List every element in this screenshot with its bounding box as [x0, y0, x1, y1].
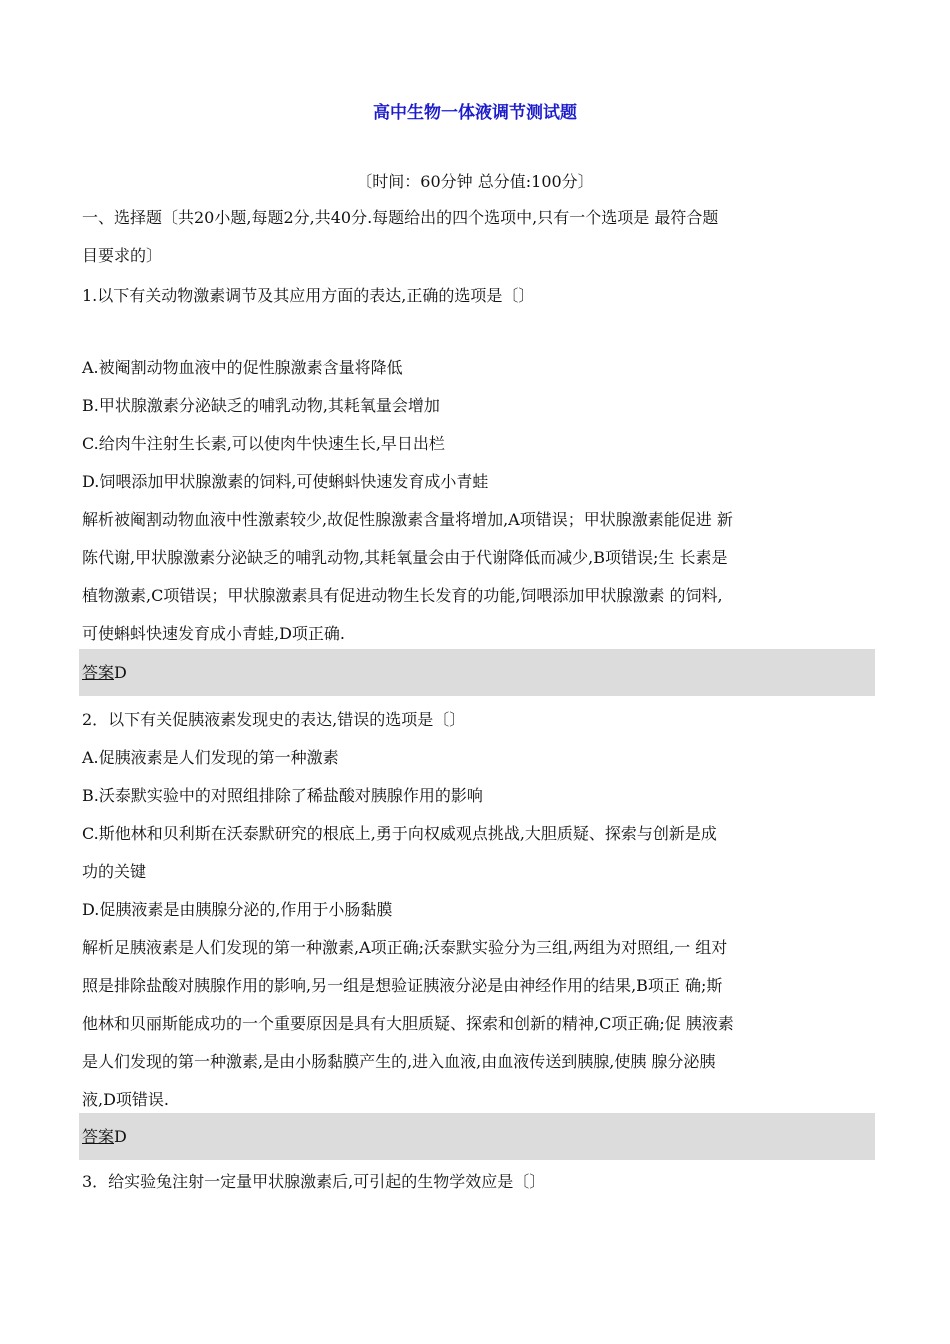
answer-line [82, 1113, 127, 1160]
question-stem: 1.以下有关动物激素调节及其应用方面的表达,正确的选项是〔〕 [82, 286, 535, 305]
document-title: 高中生物一体液调节测试题 [373, 103, 577, 123]
answer-bar [79, 1113, 875, 1160]
analysis-line: 解析被阉割动物血液中性激素较少,故促性腺激素含量将增加,A项错误；甲状腺激素能促进 新 [82, 510, 733, 529]
answer-label: 答案 [82, 663, 115, 682]
analysis-line: 照是排除盐酸对胰腺作用的影响,另一组是想验证胰液分泌是由神经作用的结果,B项正 确;斯 [82, 976, 723, 995]
analysis-line: 可使蝌蚪快速发育成小青蛙,D项正确. [82, 624, 346, 643]
analysis-line: 陈代谢,甲状腺激素分泌缺乏的哺乳动物,其耗氧量会由于代谢降低而减少,B项错误;生 长素是 [82, 548, 728, 567]
question-2-body [82, 701, 875, 1119]
question-stem: 3．给实验兔注射一定量甲状腺激素后,可引起的生物学效应是〔〕 [82, 1172, 546, 1191]
analysis-line: 他林和贝丽斯能成功的一个重要原因是具有大胆质疑、探索和创新的精神,C项正确;促 胰液素 [82, 1014, 734, 1033]
option-a: A.被阉割动物血液中的促性腺激素含量将降低 [82, 358, 403, 377]
analysis-line: 液,D项错误. [82, 1090, 170, 1109]
answer-value: D [114, 663, 127, 682]
option-c: C.斯他林和贝利斯在沃泰默研究的根底上,勇于向权威观点挑战,大胆质疑、探索与创新是成 [82, 824, 717, 843]
option-c: C.给肉牛注射生长素,可以使肉牛快速生长,早日出栏 [82, 434, 445, 453]
question-1-body [82, 349, 875, 653]
section-header-line: 一、选择题〔共20小题,每题2分,共40分.每题给出的四个选项中,只有一个选项是 最符合题 [82, 208, 719, 227]
exam-meta: 〔时间：60分钟 总分值:100分〕 [356, 172, 594, 191]
option-b: B.沃泰默实验中的对照组排除了稀盐酸对胰腺作用的影响 [82, 786, 483, 805]
analysis-line: 植物激素,C项错误；甲状腺激素具有促进动物生长发育的功能,饲喂添加甲状腺激素 的饲料, [82, 586, 723, 605]
section-header [82, 199, 875, 275]
question-stem: 2．以下有关促胰液素发现史的表达,错误的选项是〔〕 [82, 710, 466, 729]
option-b: B.甲状腺激素分泌缺乏的哺乳动物,其耗氧量会增加 [82, 396, 440, 415]
option-d: D.饲喂添加甲状腺激素的饲料,可使蝌蚪快速发育成小青蛙 [82, 472, 489, 491]
answer-line [82, 649, 127, 696]
answer-bar [79, 649, 875, 696]
analysis-line: 解析足胰液素是人们发现的第一种激素,A项正确;沃泰默实验分为三组,两组为对照组,一 组对 [82, 938, 728, 957]
question-1-stem [82, 277, 875, 315]
analysis-line: 是人们发现的第一种激素,是由小肠黏膜产生的,进入血液,由血液传送到胰腺,使胰 腺分泌胰 [82, 1052, 716, 1071]
question-3-stem [82, 1163, 875, 1201]
option-a: A.促胰液素是人们发现的第一种激素 [82, 748, 339, 767]
option-d: D.促胰液素是由胰腺分泌的,作用于小肠黏膜 [82, 900, 393, 919]
section-header-line: 目要求的〕 [82, 246, 163, 265]
option-c-continued: 功的关键 [82, 862, 147, 881]
answer-label: 答案 [82, 1127, 115, 1146]
answer-value: D [114, 1127, 127, 1146]
